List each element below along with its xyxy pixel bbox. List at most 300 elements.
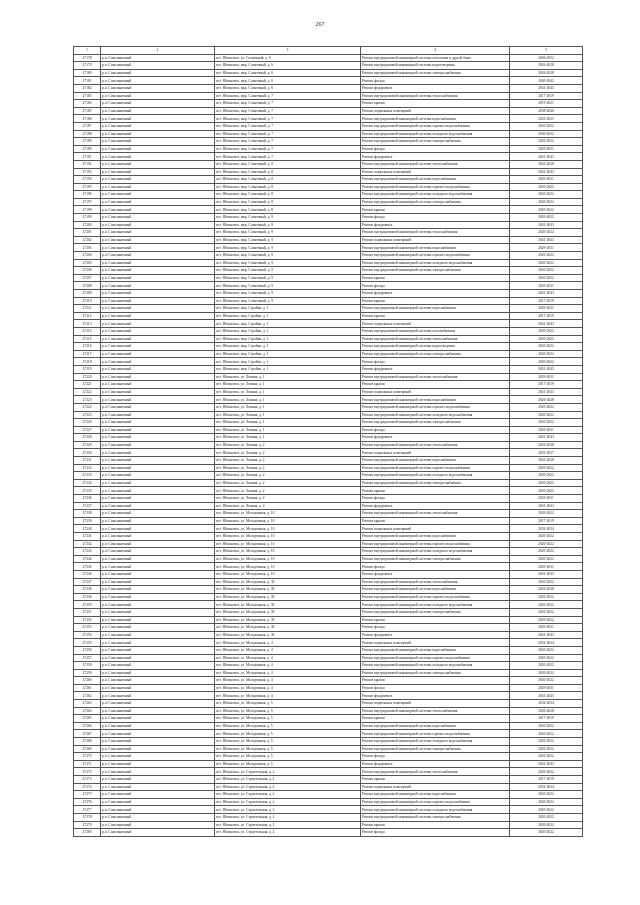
period-cell: 2020-2022 [510,555,583,563]
work-type-cell: Ремонт внутридомовой инженерной системы горячего водоснабжения [361,593,510,601]
row-number-cell: 27204 [74,252,101,260]
address-cell: пгт. Яблоновск, мкр. Солнечный, д. 8 [215,191,361,199]
address-cell: пгт. Яблоновск, ул. Ленина, д. 1 [215,373,361,381]
table-row [74,791,583,799]
work-type-cell: Ремонт внутридомовой инженерной системы электроснабжения [361,419,510,427]
row-number-cell: 27232 [74,464,101,472]
address-cell: пгт. Яблоновск, мкр. Стройка, д. 1 [215,327,361,335]
period-cell: 2020-2022 [510,813,583,821]
period-cell: 2020-2022 [510,274,583,282]
row-number-cell: 27206 [74,267,101,275]
row-number-cell: 27261 [74,684,101,692]
table-row [74,700,583,708]
table-row [74,396,583,404]
address-cell: пгт. Яблоновск, ул. Молодежная, д. 4 [215,654,361,662]
period-cell: 2020-2022 [510,806,583,814]
settlement-cell: р.п. Сокольничный [101,578,215,586]
work-type-cell: Ремонт фундамента [361,434,510,442]
row-number-cell: 27217 [74,350,101,358]
work-type-cell: Ремонт внутридомовой инженерной системы горячего водоснабжения [361,403,510,411]
work-type-cell: Ремонт внутридомовой инженерной системы холодного водоснабжения [361,130,510,138]
row-number-cell: 27187 [74,122,101,130]
work-type-cell: Ремонт внутридомовой инженерной системы газоснабжения [361,327,510,335]
table-row [74,449,583,457]
address-cell: пгт. Яблоновск, ул. Молодежная, д. 5 [215,700,361,708]
period-cell: 2029-2031 [510,176,583,184]
work-type-cell: Ремонт внутридомовой инженерной системы водоснабжения [361,396,510,404]
row-number-cell: 27278 [74,813,101,821]
table-row [74,252,583,260]
address-cell: пгт. Яблоновск, мкр. Стройка, д. 1 [215,312,361,320]
settlement-cell: р.п. Сокольничный [101,206,215,214]
row-number-cell: 27259 [74,669,101,677]
work-type-cell: Ремонт внутридомовой инженерной системы электроснабжения [361,813,510,821]
period-cell: 2041-2043 [510,692,583,700]
address-cell: пгт. Яблоновск, ул. Молодежная, д. 5 [215,753,361,761]
table-row [74,343,583,351]
address-cell: пгт. Яблоновск, мкр. Солнечный, д. 6 [215,77,361,85]
row-number-cell: 27191 [74,153,101,161]
settlement-cell: р.п. Сокольничный [101,479,215,487]
table-row [74,107,583,115]
work-type-cell: Ремонт фундамента [361,153,510,161]
address-cell: пгт. Яблоновск, ул. Молодежная, д. 4 [215,669,361,677]
period-cell: 2029-2031 [510,563,583,571]
table-row [74,472,583,480]
address-cell: пгт. Яблоновск, ул. Молодежная, д. 10 [215,525,361,533]
table-row [74,176,583,184]
row-number-cell: 27244 [74,555,101,563]
row-number-cell: 27260 [74,677,101,685]
period-cell: 2026-2028 [510,160,583,168]
address-cell: пгт. Яблоновск, ул. Молодежная, д. 4 [215,639,361,647]
period-cell: 2020-2022 [510,601,583,609]
table-row [74,130,583,138]
table-row [74,115,583,123]
row-number-cell: 27246 [74,570,101,578]
settlement-cell: р.п. Сокольничный [101,327,215,335]
table-row [74,730,583,738]
row-number-cell: 27222 [74,388,101,396]
work-type-cell: Ремонт фундамента [361,502,510,510]
table-row [74,206,583,214]
work-type-cell: Ремонт внутридомовой инженерной системы электроснабжения [361,745,510,753]
settlement-cell: р.п. Сокольничный [101,350,215,358]
row-number-cell: 27207 [74,274,101,282]
row-number-cell: 27226 [74,419,101,427]
work-type-cell: Ремонт подвальных помещений [361,700,510,708]
period-cell: 2029-2031 [510,244,583,252]
work-type-cell: Ремонт подвальных помещений [361,236,510,244]
table-row [74,829,583,837]
work-type-cell: Ремонт подвальных помещений [361,168,510,176]
settlement-cell: р.п. Сокольничный [101,198,215,206]
settlement-cell: р.п. Сокольничный [101,753,215,761]
settlement-cell: р.п. Сокольничный [101,153,215,161]
work-type-cell: Ремонт фасада [361,282,510,290]
work-type-cell: Ремонт внутридомовой инженерной системы электроснабжения [361,198,510,206]
address-cell: пгт. Яблоновск, ул. Строительная, д. 2 [215,813,361,821]
row-number-cell: 27249 [74,593,101,601]
work-type-cell: Ремонт внутридомовой инженерной системы горячего водоснабжения [361,252,510,260]
table-row [74,479,583,487]
address-cell: пгт. Яблоновск, мкр. Стройка, д. 1 [215,350,361,358]
work-type-cell: Ремонт внутридомовой инженерной системы холодного водоснабжения [361,806,510,814]
address-cell: пгт. Яблоновск, ул. Солнечный, д. 6 [215,54,361,62]
work-type-cell: Ремонт внутридомовой инженерной системы холодного водоснабжения [361,738,510,746]
address-cell: пгт. Яблоновск, ул. Молодежная, д. 10 [215,548,361,556]
table-row [74,722,583,730]
period-cell: 2020-2022 [510,259,583,267]
settlement-cell: р.п. Сокольничный [101,715,215,723]
address-cell: пгт. Яблоновск, ул. Ленина, д. 1 [215,434,361,442]
settlement-cell: р.п. Сокольничный [101,92,215,100]
address-cell: пгт. Яблоновск, ул. Молодежная, д. 10 [215,555,361,563]
row-number-cell: 27279 [74,821,101,829]
period-cell: 2020-2022 [510,191,583,199]
table-row [74,77,583,85]
period-cell: 2020-2022 [510,267,583,275]
period-cell: 2029-2031 [510,282,583,290]
work-type-cell: Ремонт внутридомовой инженерной системы горячего водоснабжения [361,730,510,738]
settlement-cell: р.п. Сокольничный [101,297,215,305]
period-cell: 2020-2022 [510,472,583,480]
row-number-cell: 27253 [74,624,101,632]
row-number-cell: 27199 [74,214,101,222]
row-number-cell: 27263 [74,700,101,708]
address-cell: пгт. Яблоновск, ул. Ленина, д. 1 [215,396,361,404]
work-type-cell: Ремонт фасада [361,214,510,222]
table-row [74,191,583,199]
settlement-cell: р.п. Сокольничный [101,229,215,237]
row-number-cell: 27276 [74,798,101,806]
period-cell: 2017-2019 [510,381,583,389]
table-row [74,297,583,305]
address-cell: пгт. Яблоновск, мкр. Солнечный, д. 8 [215,206,361,214]
row-number-cell: 27227 [74,426,101,434]
table-row [74,236,583,244]
address-cell: пгт. Яблоновск, ул. Молодежная, д. 30 [215,608,361,616]
period-cell: 2029-2031 [510,495,583,503]
settlement-cell: р.п. Сокольничный [101,707,215,715]
period-cell: 2026-2028 [510,62,583,70]
settlement-cell: р.п. Сокольничный [101,290,215,298]
settlement-cell: р.п. Сокольничный [101,525,215,533]
settlement-cell: р.п. Сокольничный [101,259,215,267]
table-row [74,84,583,92]
table-row [74,350,583,358]
row-number-cell: 27270 [74,753,101,761]
table-row [74,806,583,814]
work-type-cell: Ремонт внутридомовой инженерной системы водоотведения [361,343,510,351]
row-number-cell: 27188 [74,130,101,138]
row-number-cell: 27241 [74,533,101,541]
period-cell: 2020-2022 [510,479,583,487]
settlement-cell: р.п. Сокольничный [101,244,215,252]
row-number-cell: 27192 [74,160,101,168]
settlement-cell: р.п. Сокольничный [101,791,215,799]
period-cell: 2020-2022 [510,183,583,191]
address-cell: пгт. Яблоновск, мкр. Солнечный, д. 8 [215,214,361,222]
row-number-cell: 27250 [74,601,101,609]
work-type-cell: Ремонт подвальных помещений [361,107,510,115]
table-row [74,327,583,335]
settlement-cell: р.п. Сокольничный [101,662,215,670]
period-cell: 2041-2043 [510,236,583,244]
settlement-cell: р.п. Сокольничный [101,555,215,563]
table-body [74,54,583,836]
work-type-cell: Ремонт фасада [361,77,510,85]
row-number-cell: 27220 [74,373,101,381]
work-type-cell: Ремонт крыши [361,517,510,525]
repair-schedule-table [73,46,583,837]
work-type-cell: Ремонт внутридомовой инженерной системы водоснабжения [361,533,510,541]
row-number-cell: 27196 [74,191,101,199]
column-header: 4 [361,47,510,55]
period-cell: 2020-2022 [510,730,583,738]
address-cell: пгт. Яблоновск, ул. Ленина, д. 2 [215,487,361,495]
settlement-cell: р.п. Сокольничный [101,54,215,62]
table-row [74,495,583,503]
table-row [74,62,583,70]
work-type-cell: Ремонт внутридомовой инженерной системы теплоснабжения [361,373,510,381]
table-row [74,244,583,252]
work-type-cell: Ремонт подвальных помещений [361,449,510,457]
settlement-cell: р.п. Сокольничный [101,403,215,411]
period-cell: 2017-2019 [510,92,583,100]
settlement-cell: р.п. Сокольничный [101,236,215,244]
address-cell: пгт. Яблоновск, ул. Молодежная, д. 30 [215,631,361,639]
settlement-cell: р.п. Сокольничный [101,608,215,616]
row-number-cell: 27201 [74,229,101,237]
row-number-cell: 27178 [74,54,101,62]
address-cell: пгт. Яблоновск, ул. Молодежная, д. 10 [215,540,361,548]
row-number-cell: 27274 [74,783,101,791]
table-row [74,259,583,267]
period-cell: 2041-2043 [510,290,583,298]
address-cell: пгт. Яблоновск, мкр. Солнечный, д. 8 [215,176,361,184]
row-number-cell: 27211 [74,305,101,313]
settlement-cell: р.п. Сокольничный [101,601,215,609]
settlement-cell: р.п. Сокольничный [101,813,215,821]
address-cell: пгт. Яблоновск, мкр. Солнечный, д. 9 [215,244,361,252]
period-cell: 2041-2043 [510,221,583,229]
period-cell: 2020-2022 [510,533,583,541]
settlement-cell: р.п. Сокольничный [101,540,215,548]
address-cell: пгт. Яблоновск, мкр. Солнечный, д. 6 [215,84,361,92]
table-row [74,646,583,654]
address-cell: пгт. Яблоновск, мкр. Солнечный, д. 7 [215,115,361,123]
address-cell: пгт. Яблоновск, ул. Молодежная, д. 5 [215,760,361,768]
period-cell: 2020-2022 [510,593,583,601]
settlement-cell: р.п. Сокольничный [101,274,215,282]
row-number-cell: 27271 [74,760,101,768]
settlement-cell: р.п. Сокольничный [101,624,215,632]
work-type-cell: Ремонт внутридомовой инженерной системы электроснабжения [361,267,510,275]
row-number-cell: 27189 [74,138,101,146]
settlement-cell: р.п. Сокольничный [101,783,215,791]
address-cell: пгт. Яблоновск, мкр. Стройка, д. 1 [215,343,361,351]
settlement-cell: р.п. Сокольничный [101,745,215,753]
address-cell: пгт. Яблоновск, ул. Молодежная, д. 4 [215,684,361,692]
address-cell: пгт. Яблоновск, мкр. Солнечный, д. 9 [215,297,361,305]
table-row [74,221,583,229]
address-cell: пгт. Яблоновск, ул. Молодежная, д. 10 [215,517,361,525]
table-row [74,768,583,776]
period-cell: 2020-2022 [510,753,583,761]
work-type-cell: Ремонт внутридомовой инженерной системы отопления и другой бани [361,54,510,62]
address-cell: пгт. Яблоновск, ул. Ленина, д. 1 [215,381,361,389]
address-cell: пгт. Яблоновск, ул. Ленина, д. 2 [215,479,361,487]
row-number-cell: 27218 [74,358,101,366]
settlement-cell: р.п. Сокольничный [101,176,215,184]
row-number-cell: 27243 [74,548,101,556]
address-cell: пгт. Яблоновск, мкр. Солнечный, д. 9 [215,252,361,260]
settlement-cell: р.п. Сокольничный [101,677,215,685]
settlement-cell: р.п. Сокольничный [101,145,215,153]
settlement-cell: р.п. Сокольничный [101,214,215,222]
address-cell: пгт. Яблоновск, ул. Молодежная, д. 4 [215,662,361,670]
period-cell: 2020-2022 [510,578,583,586]
table-row [74,54,583,62]
period-cell: 2020-2022 [510,206,583,214]
row-number-cell: 27239 [74,517,101,525]
table-row [74,69,583,77]
row-number-cell: 27193 [74,168,101,176]
table-row [74,282,583,290]
period-cell: 2032-2034 [510,700,583,708]
address-cell: пгт. Яблоновск, мкр. Солнечный, д. 9 [215,267,361,275]
table-row [74,229,583,237]
row-number-cell: 27251 [74,608,101,616]
table-row [74,738,583,746]
period-cell: 2041-2043 [510,502,583,510]
work-type-cell: Ремонт крыши [361,715,510,723]
settlement-cell: р.п. Сокольничный [101,798,215,806]
column-header: 2 [101,47,215,55]
header-row [74,47,583,55]
settlement-cell: р.п. Сокольничный [101,77,215,85]
settlement-cell: р.п. Сокольничный [101,700,215,708]
address-cell: пгт. Яблоновск, мкр. Солнечный, д. 8 [215,183,361,191]
row-number-cell: 27273 [74,776,101,784]
address-cell: пгт. Яблоновск, ул. Молодежная, д. 5 [215,730,361,738]
work-type-cell: Ремонт внутридомовой инженерной системы теплоснабжения [361,229,510,237]
work-type-cell: Ремонт внутридомовой инженерной системы водоотведения [361,62,510,70]
settlement-cell: р.п. Сокольничный [101,69,215,77]
work-type-cell: Ремонт внутридомовой инженерной системы водоснабжения [361,457,510,465]
period-cell: 2020-2022 [510,411,583,419]
settlement-cell: р.п. Сокольничный [101,62,215,70]
table-row [74,160,583,168]
table-row [74,464,583,472]
period-cell: 2046-2052 [510,54,583,62]
table-row [74,358,583,366]
period-cell: 2026-2028 [510,707,583,715]
address-cell: пгт. Яблоновск, ул. Ленина, д. 1 [215,403,361,411]
period-cell: 2020-2022 [510,662,583,670]
table-row [74,487,583,495]
address-cell: пгт. Яблоновск, ул. Строительная, д. 2 [215,829,361,837]
period-cell: 2026-2028 [510,586,583,594]
period-cell: 2017-2019 [510,312,583,320]
period-cell: 2032-2034 [510,525,583,533]
table-row [74,555,583,563]
address-cell: пгт. Яблоновск, ул. Строительная, д. 2 [215,768,361,776]
work-type-cell: Ремонт внутридомовой инженерной системы теплоснабжения [361,335,510,343]
period-cell: 2020-2022 [510,122,583,130]
settlement-cell: р.п. Сокольничный [101,768,215,776]
address-cell: пгт. Яблоновск, мкр. Солнечный, д. 7 [215,100,361,108]
table-row [74,434,583,442]
work-type-cell: Ремонт внутридомовой инженерной системы водоснабжения [361,244,510,252]
address-cell: пгт. Яблоновск, мкр. Солнечный, д. 6 [215,69,361,77]
address-cell: пгт. Яблоновск, ул. Молодежная, д. 4 [215,677,361,685]
row-number-cell: 27248 [74,586,101,594]
settlement-cell: р.п. Сокольничный [101,829,215,837]
row-number-cell: 27182 [74,84,101,92]
address-cell: пгт. Яблоновск, ул. Молодежная, д. 5 [215,707,361,715]
period-cell: 2020-2022 [510,327,583,335]
work-type-cell: Ремонт внутридомовой инженерной системы водоснабжения [361,176,510,184]
table-row [74,548,583,556]
work-type-cell: Ремонт внутридомовой инженерной системы холодного водоснабжения [361,411,510,419]
table-row [74,753,583,761]
settlement-cell: р.п. Сокольничный [101,419,215,427]
table-row [74,510,583,518]
address-cell: пгт. Яблоновск, мкр. Стройка, д. 1 [215,365,361,373]
settlement-cell: р.п. Сокольничный [101,221,215,229]
row-number-cell: 27185 [74,107,101,115]
period-cell: 2020-2022 [510,252,583,260]
settlement-cell: р.п. Сокольничный [101,365,215,373]
period-cell: 2029-2031 [510,145,583,153]
table-row [74,669,583,677]
table-row [74,692,583,700]
table-row [74,168,583,176]
settlement-cell: р.п. Сокольничный [101,441,215,449]
settlement-cell: р.п. Сокольничный [101,282,215,290]
address-cell: пгт. Яблоновск, ул. Строительная, д. 2 [215,806,361,814]
period-cell: 2020-2022 [510,198,583,206]
work-type-cell: Ремонт внутридомовой инженерной системы теплоснабжения [361,768,510,776]
address-cell: пгт. Яблоновск, мкр. Солнечный, д. 7 [215,145,361,153]
address-cell: пгт. Яблоновск, ул. Строительная, д. 2 [215,798,361,806]
period-cell: 2041-2043 [510,570,583,578]
row-number-cell: 27275 [74,791,101,799]
work-type-cell: Ремонт внутридомовой инженерной системы теплоснабжения [361,510,510,518]
row-number-cell: 27255 [74,639,101,647]
row-number-cell: 27200 [74,221,101,229]
period-cell: 2020-2022 [510,829,583,837]
row-number-cell: 27209 [74,290,101,298]
table-row [74,365,583,373]
settlement-cell: р.п. Сокольничный [101,631,215,639]
table-row [74,654,583,662]
address-cell: пгт. Яблоновск, ул. Молодежная, д. 4 [215,692,361,700]
work-type-cell: Ремонт фундамента [361,631,510,639]
period-cell: 2020-2022 [510,548,583,556]
table-row [74,426,583,434]
address-cell: пгт. Яблоновск, ул. Молодежная, д. 10 [215,563,361,571]
settlement-cell: р.п. Сокольничный [101,510,215,518]
table-row [74,388,583,396]
table-row [74,783,583,791]
table-row [74,624,583,632]
period-cell: 2030-2032 [510,130,583,138]
work-type-cell: Ремонт фундамента [361,84,510,92]
work-type-cell: Ремонт внутридомовой инженерной системы электроснабжения [361,138,510,146]
